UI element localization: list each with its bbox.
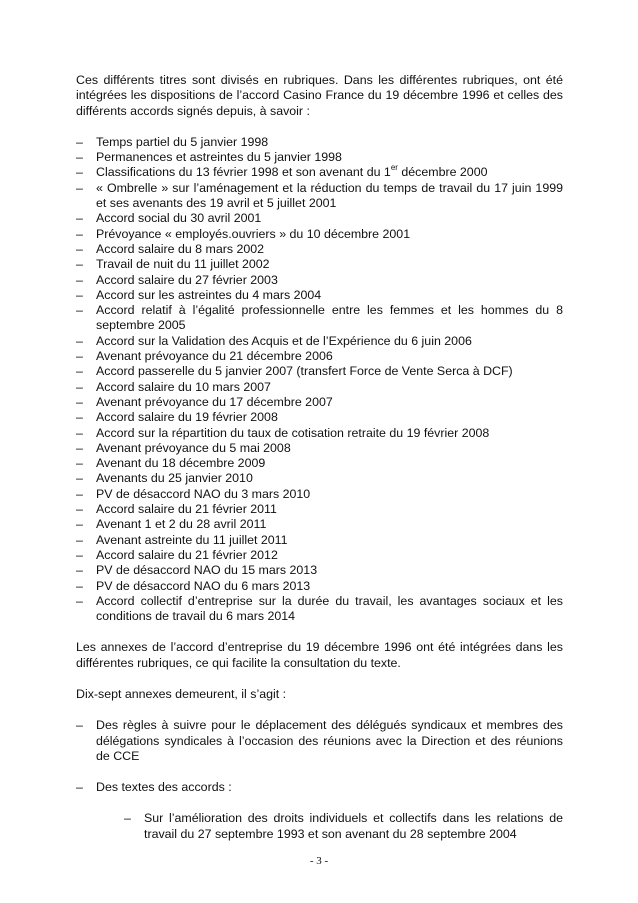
list-item: – Accord salaire du 27 février 2003 bbox=[76, 272, 278, 287]
list-item: – Avenant du 18 décembre 2009 bbox=[76, 456, 266, 471]
list-item: – Accord salaire du 8 mars 2002 bbox=[76, 241, 265, 256]
list-item: – Avenant 1 et 2 du 28 avril 2011 bbox=[76, 517, 267, 532]
list-item: – Accord relatif à l’égalité professionnelle entre les femmes et les hommes du 8 septembre 2005 bbox=[76, 303, 563, 333]
list-item: – Avenants du 25 janvier 2010 bbox=[76, 471, 253, 486]
list-item: – Accord sur la répartition du taux de cotisation retraite du 19 février 2008 bbox=[76, 425, 490, 440]
list-item: – Des règles à suivre pour le déplacement des délégués syndicaux et membres des délégations syndicales à l’occasion des réunions avec la Direction et des réunions de CCE bbox=[76, 718, 563, 763]
list-item: – Avenant astreinte du 11 juillet 2011 bbox=[76, 532, 288, 547]
list-item: – Accord salaire du 21 février 2012 bbox=[76, 547, 278, 562]
list-item: – Sur l’amélioration des droits individuels et collectifs dans les relations de travail du 27 septembre 1993 et son avenant du 28 septembre 2004 bbox=[124, 811, 563, 841]
list-item: – Travail de nuit du 11 juillet 2002 bbox=[76, 257, 270, 272]
list-item: – Avenant prévoyance du 5 mai 2008 bbox=[76, 440, 291, 455]
list-item: – Accord salaire du 19 février 2008 bbox=[76, 410, 278, 425]
list-item-classifications: – Classifications du 13 février 1998 et son avenant du 1er décembre 2000 bbox=[76, 163, 488, 180]
list-item: – Accord collectif d’entreprise sur la durée du travail, les avantages sociaux et les conditions de travail du 6 mars 2014 bbox=[76, 593, 563, 624]
list-item: – Temps partiel du 5 janvier 1998 bbox=[76, 134, 269, 149]
list-item: – Accord passerelle du 5 janvier 2007 (transfert Force de Vente Serca à DCF) bbox=[76, 364, 513, 379]
list-item: – Prévoyance « employés.ouvriers » du 10 décembre 2001 bbox=[76, 226, 411, 241]
list-item: – Permanences et astreintes du 5 janvier 1998 bbox=[76, 150, 342, 165]
list-item: – Accord sur les astreintes du 4 mars 2004 bbox=[76, 287, 322, 302]
annexes-paragraph: Les annexes de l’accord d’entreprise du 19 décembre 1996 ont été intégrées dans les différentes rubriques, ce qui facilite la consultation du texte. bbox=[76, 640, 563, 670]
list-item: – Des textes des accords : bbox=[76, 780, 232, 795]
list-item: – PV de désaccord NAO du 6 mars 2013 bbox=[76, 578, 311, 593]
page-number: - 3 - bbox=[309, 855, 329, 867]
annex-sub-list bbox=[124, 811, 563, 842]
list-item: – Avenant prévoyance du 21 décembre 2006 bbox=[76, 349, 333, 364]
agreements-list bbox=[76, 135, 563, 625]
list-item: – Avenant prévoyance du 17 décembre 2007 bbox=[76, 394, 333, 409]
annex-list bbox=[76, 718, 563, 764]
list-item: – Accord sur la Validation des Acquis et de l’Expérience du 6 juin 2006 bbox=[76, 333, 472, 348]
intro-paragraph: Ces différents titres sont divisés en rubriques. Dans les différentes rubriques, ont été intégrées les dispositions de l’accord Casino France du 19 décembre 1996 et celles des différents accords signés depuis, à savoir : bbox=[76, 73, 563, 118]
list-item: – Accord social du 30 avril 2001 bbox=[76, 211, 262, 226]
list-item: – Accord salaire du 10 mars 2007 bbox=[76, 379, 271, 394]
annex-list bbox=[76, 780, 563, 795]
dix-sept-paragraph: Dix-sept annexes demeurent, il s’agit : bbox=[76, 686, 287, 701]
document-page bbox=[76, 73, 563, 842]
list-item: – PV de désaccord NAO du 3 mars 2010 bbox=[76, 486, 311, 501]
list-item: – « Ombrelle » sur l’aménagement et la réduction du temps de travail du 17 juin 1999 et ses avenants des 19 avril et 5 juillet 2001 bbox=[76, 180, 563, 211]
list-item: – PV de désaccord NAO du 15 mars 2013 bbox=[76, 563, 318, 578]
list-item: – Accord salaire du 21 février 2011 bbox=[76, 502, 277, 517]
